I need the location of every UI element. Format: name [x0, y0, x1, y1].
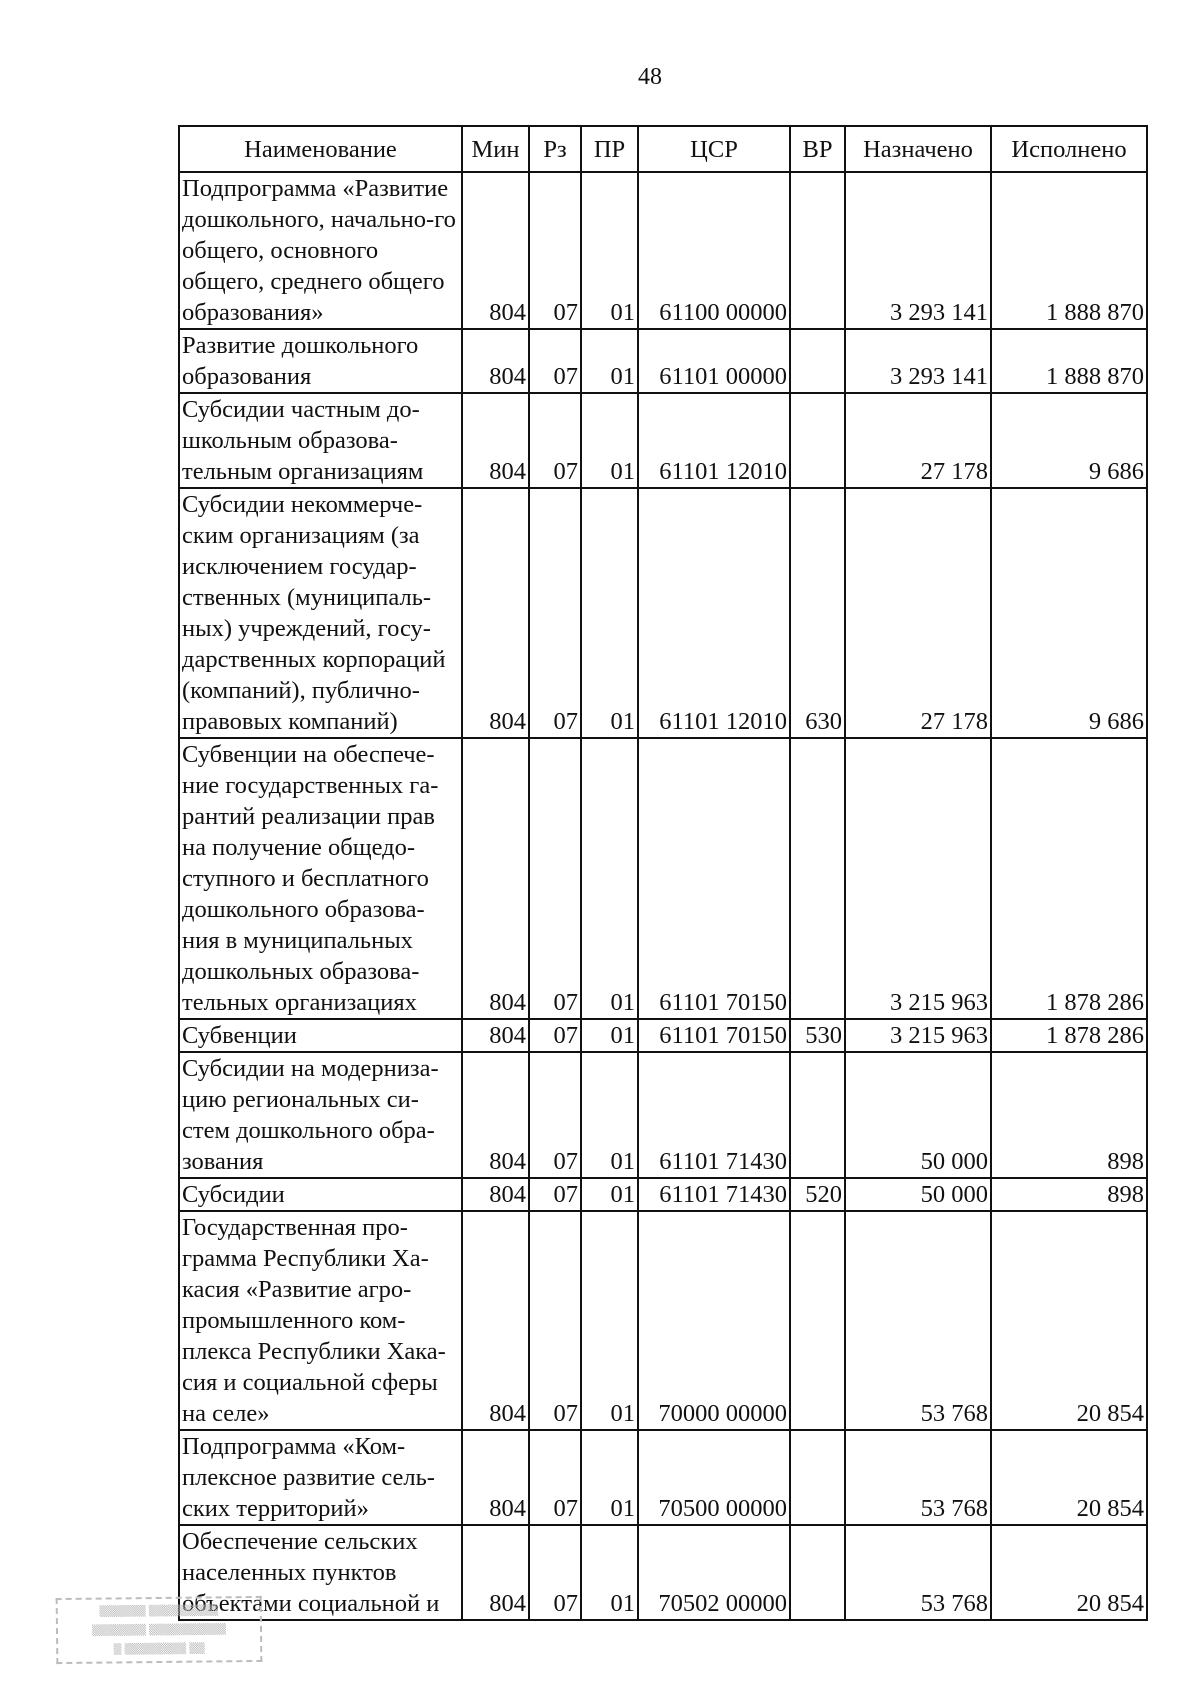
- cell-rz: 07: [529, 1019, 581, 1052]
- cell-rz: 07: [529, 329, 581, 393]
- cell-csr: 61101 70150: [638, 1019, 790, 1052]
- cell-rz: 07: [529, 1178, 581, 1211]
- table-row: [179, 1178, 1147, 1211]
- cell-rz: 07: [529, 1211, 581, 1430]
- cell-rz: 07: [529, 738, 581, 1019]
- cell-vr: 530: [790, 1019, 845, 1052]
- cell-name: Субсидии некоммерче-ским организациям (за исключением государ-ственных (муниципаль-ных) учреждений, госу-дарственных корпораций (компаний), публично-правовых компаний): [179, 488, 462, 738]
- table-row: [179, 1019, 1147, 1052]
- cell-csr: 61101 71430: [638, 1178, 790, 1211]
- column-header-vr: ВР: [790, 126, 845, 172]
- cell-min: 804: [462, 1178, 529, 1211]
- cell-csr: 61101 12010: [638, 393, 790, 488]
- cell-pr: 01: [581, 1211, 638, 1430]
- cell-vr: [790, 738, 845, 1019]
- cell-assigned: 3 293 141: [845, 329, 991, 393]
- page-number: 48: [638, 64, 662, 90]
- cell-min: 804: [462, 329, 529, 393]
- cell-assigned: 50 000: [845, 1178, 991, 1211]
- table-row: [179, 1525, 1147, 1620]
- column-header-rz: Рз: [529, 126, 581, 172]
- table-row: [179, 738, 1147, 1019]
- cell-executed: 898: [991, 1178, 1147, 1211]
- cell-vr: [790, 329, 845, 393]
- cell-vr: [790, 172, 845, 329]
- cell-name: Подпрограмма «Ком-плексное развитие сель-ских территорий»: [179, 1430, 462, 1525]
- cell-name: Субсидии: [179, 1178, 462, 1211]
- cell-executed: 1 888 870: [991, 172, 1147, 329]
- cell-pr: 01: [581, 1178, 638, 1211]
- cell-pr: 01: [581, 393, 638, 488]
- cell-assigned: 53 768: [845, 1525, 991, 1620]
- cell-pr: 01: [581, 1019, 638, 1052]
- column-header-name: Наименование: [179, 126, 462, 172]
- cell-pr: 01: [581, 329, 638, 393]
- table-row: [179, 172, 1147, 329]
- cell-csr: 70000 00000: [638, 1211, 790, 1430]
- cell-csr: 61101 70150: [638, 738, 790, 1019]
- cell-pr: 01: [581, 1052, 638, 1178]
- column-header-pr: ПР: [581, 126, 638, 172]
- cell-assigned: 27 178: [845, 488, 991, 738]
- cell-executed: 20 854: [991, 1430, 1147, 1525]
- faint-stamp: ▒▒▒▒▒▒ ▒▒▒▒▒▒▒▒▒ ▒▒▒▒▒▒▒ ▒▒▒▒▒▒▒▒▒▒ ▒ ▒▒▒▒▒▒▒▒ ▒▒: [56, 1596, 263, 1664]
- cell-rz: 07: [529, 1052, 581, 1178]
- cell-min: 804: [462, 172, 529, 329]
- cell-name: Обеспечение сельских населенных пунктов объектами социальной и: [179, 1525, 462, 1620]
- cell-pr: 01: [581, 1525, 638, 1620]
- cell-vr: 520: [790, 1178, 845, 1211]
- cell-pr: 01: [581, 1430, 638, 1525]
- cell-vr: [790, 1211, 845, 1430]
- cell-csr: 61101 00000: [638, 329, 790, 393]
- table-row: [179, 1052, 1147, 1178]
- cell-executed: 20 854: [991, 1211, 1147, 1430]
- cell-vr: [790, 1052, 845, 1178]
- column-header-min: Мин: [462, 126, 529, 172]
- cell-pr: 01: [581, 488, 638, 738]
- column-header-executed: Исполнено: [991, 126, 1147, 172]
- cell-executed: 1 878 286: [991, 1019, 1147, 1052]
- cell-executed: 9 686: [991, 393, 1147, 488]
- table-row: [179, 1430, 1147, 1525]
- cell-rz: 07: [529, 1525, 581, 1620]
- cell-min: 804: [462, 738, 529, 1019]
- cell-name: Подпрограмма «Развитие дошкольного, начально-го общего, основного общего, среднего общего образования»: [179, 172, 462, 329]
- cell-rz: 07: [529, 172, 581, 329]
- table-body: [179, 172, 1147, 1620]
- budget-table: [178, 125, 1148, 1621]
- cell-name: Субсидии на модерниза-цию региональных си-стем дошкольного обра-зования: [179, 1052, 462, 1178]
- cell-rz: 07: [529, 1430, 581, 1525]
- cell-min: 804: [462, 1019, 529, 1052]
- cell-csr: 61101 71430: [638, 1052, 790, 1178]
- cell-assigned: 53 768: [845, 1430, 991, 1525]
- cell-vr: [790, 393, 845, 488]
- cell-vr: [790, 1430, 845, 1525]
- cell-executed: 898: [991, 1052, 1147, 1178]
- cell-assigned: 3 293 141: [845, 172, 991, 329]
- cell-vr: 630: [790, 488, 845, 738]
- cell-csr: 70502 00000: [638, 1525, 790, 1620]
- cell-assigned: 3 215 963: [845, 738, 991, 1019]
- column-header-csr: ЦСР: [638, 126, 790, 172]
- cell-name: Развитие дошкольного образования: [179, 329, 462, 393]
- cell-assigned: 53 768: [845, 1211, 991, 1430]
- cell-rz: 07: [529, 488, 581, 738]
- table-row: [179, 488, 1147, 738]
- cell-assigned: 27 178: [845, 393, 991, 488]
- cell-name: Субвенции на обеспече-ние государственных га-рантий реализации прав на получение общедо-ступного и бесплатного дошкольного образова-ния в муниципальных дошкольных образова-тельных организациях: [179, 738, 462, 1019]
- column-header-assigned: Назначено: [845, 126, 991, 172]
- cell-min: 804: [462, 488, 529, 738]
- table-row: [179, 393, 1147, 488]
- cell-csr: 61100 00000: [638, 172, 790, 329]
- cell-rz: 07: [529, 393, 581, 488]
- cell-assigned: 50 000: [845, 1052, 991, 1178]
- table-row: [179, 1211, 1147, 1430]
- table-row: [179, 329, 1147, 393]
- cell-name: Субвенции: [179, 1019, 462, 1052]
- cell-min: 804: [462, 393, 529, 488]
- cell-executed: 1 878 286: [991, 738, 1147, 1019]
- cell-pr: 01: [581, 172, 638, 329]
- cell-pr: 01: [581, 738, 638, 1019]
- cell-csr: 61101 12010: [638, 488, 790, 738]
- cell-assigned: 3 215 963: [845, 1019, 991, 1052]
- cell-executed: 1 888 870: [991, 329, 1147, 393]
- table-header-row: [179, 126, 1147, 172]
- cell-name: Субсидии частным до-школьным образова-тельным организациям: [179, 393, 462, 488]
- cell-csr: 70500 00000: [638, 1430, 790, 1525]
- cell-min: 804: [462, 1052, 529, 1178]
- cell-min: 804: [462, 1525, 529, 1620]
- cell-executed: 20 854: [991, 1525, 1147, 1620]
- cell-min: 804: [462, 1430, 529, 1525]
- cell-executed: 9 686: [991, 488, 1147, 738]
- cell-name: Государственная про-грамма Республики Ха-касия «Развитие агро-промышленного ком-плекса Республики Хака-сия и социальной сферы на селе»: [179, 1211, 462, 1430]
- cell-vr: [790, 1525, 845, 1620]
- cell-min: 804: [462, 1211, 529, 1430]
